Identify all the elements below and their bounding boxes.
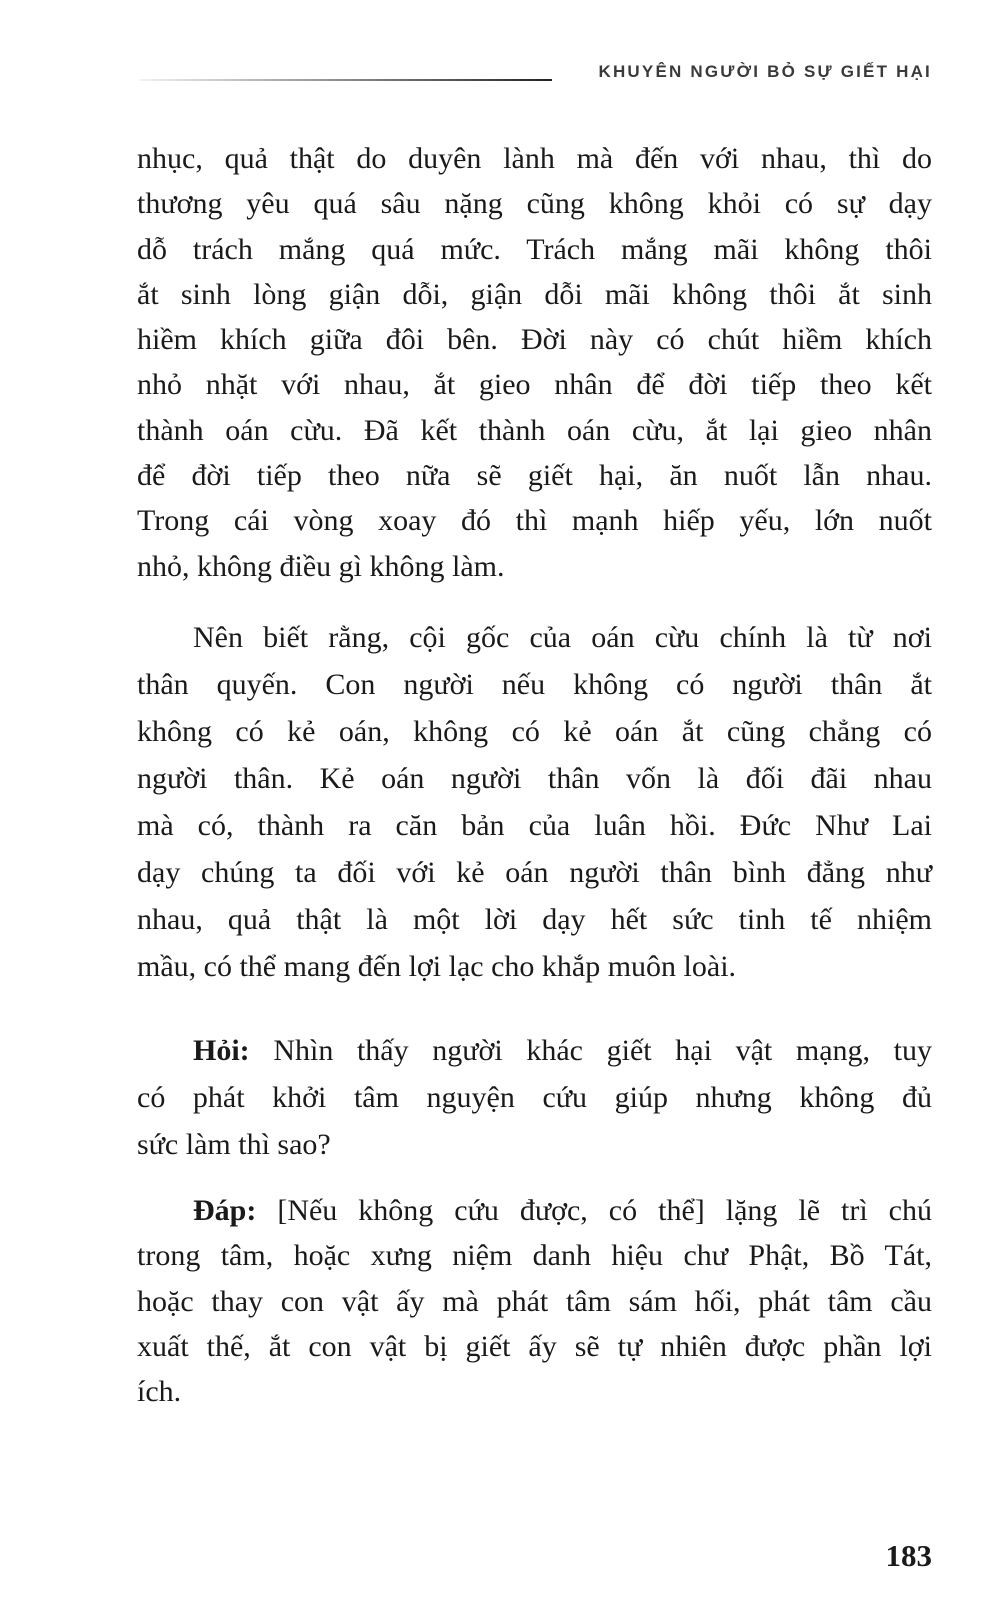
page-number: 183 [885, 1538, 932, 1573]
running-header: KHUYÊN NGƯỜI BỎ SỰ GIẾT HẠI [598, 62, 932, 81]
text-line: mầu, có thể mang đến lợi lạc cho khắp muôn loài. [137, 950, 737, 983]
paragraph-1 [137, 136, 932, 589]
answer-text: [Nếu không cứu được, có thể] lặng lẽ trì chú [256, 1194, 932, 1227]
text-line: có phát khởi tâm nguyện cứu giúp nhưng không đủ [137, 1081, 932, 1114]
text-line: Nên biết rằng, cội gốc của oán cừu chính là từ nơi [193, 621, 932, 654]
paragraph-2 [137, 614, 932, 990]
text-line: nhục, quả thật do duyên lành mà đến với nhau, thì do [137, 142, 932, 175]
header-rule [140, 79, 552, 81]
text-line: nhỏ nhặt với nhau, ắt gieo nhân để đời tiếp theo kết [137, 368, 932, 402]
text-line: thành oán cừu. Đã kết thành oán cừu, ắt lại gieo nhân [137, 413, 932, 447]
text-line: không có kẻ oán, không có kẻ oán ắt cũng chẳng có [137, 715, 932, 748]
text-line: người thân. Kẻ oán người thân vốn là đối đãi nhau [137, 762, 932, 795]
text-line: Trong cái vòng xoay đó thì mạnh hiếp yếu, lớn nuốt [137, 504, 932, 538]
text-line: để đời tiếp theo nữa sẽ giết hại, ăn nuốt lẫn nhau. [137, 459, 932, 493]
text-line [137, 1188, 932, 1233]
text-line: dỗ trách mắng quá mức. Trách mắng mãi không thôi [137, 232, 932, 266]
text-line: nhau, quả thật là một lời dạy hết sức tinh tế nhiệm [137, 903, 932, 936]
question-label: Hỏi: [193, 1034, 250, 1067]
text-line: dạy chúng ta đối với kẻ oán người thân bình đẳng như [137, 856, 932, 889]
text-line [137, 1027, 932, 1074]
text-line: mà có, thành ra căn bản của luân hồi. Đức Như Lai [137, 809, 932, 842]
text-line: xuất thế, ắt con vật bị giết ấy sẽ tự nhiên được phần lợi [137, 1329, 932, 1363]
answer-paragraph [137, 1188, 932, 1414]
text-line: nhỏ, không điều gì không làm. [137, 549, 505, 583]
text-line: thân quyến. Con người nếu không có người thân ắt [137, 668, 932, 701]
text-line: hiềm khích giữa đôi bên. Đời này có chút hiềm khích [137, 323, 932, 357]
text-line: ắt sinh lòng giận dỗi, giận dỗi mãi không thôi ắt sinh [137, 277, 932, 311]
text-line: trong tâm, hoặc xưng niệm danh hiệu chư Phật, Bồ Tát, [137, 1239, 932, 1273]
answer-label: Đáp: [193, 1194, 257, 1227]
text-line: hoặc thay con vật ấy mà phát tâm sám hối, phát tâm cầu [137, 1284, 932, 1318]
text-line: thương yêu quá sâu nặng cũng không khỏi có sự dạy [137, 187, 932, 221]
question-text: Nhìn thấy người khác giết hại vật mạng, tuy [249, 1034, 932, 1067]
text-line: ích. [137, 1375, 182, 1409]
question-paragraph [137, 1027, 932, 1168]
text-line: sức làm thì sao? [137, 1128, 331, 1161]
